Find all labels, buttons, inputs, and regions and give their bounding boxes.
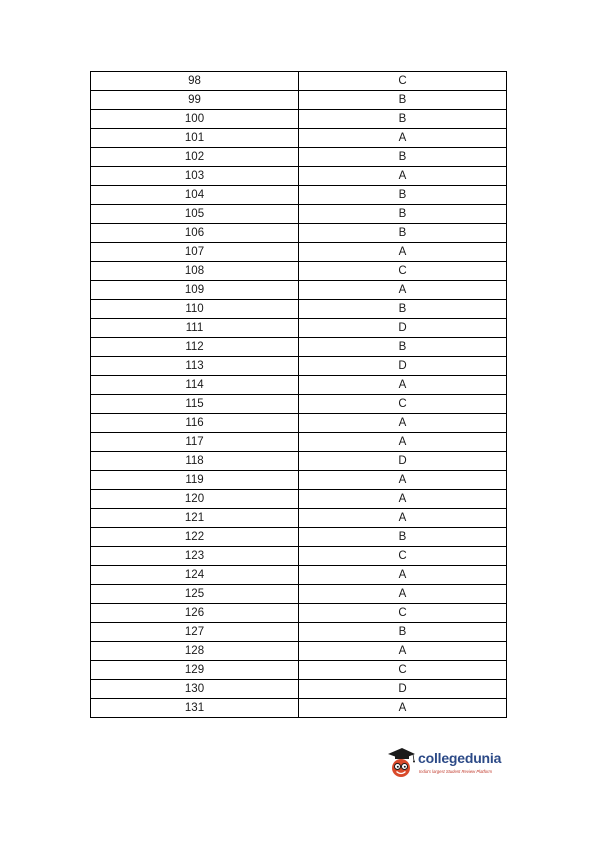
table-row xyxy=(91,376,507,395)
table-row xyxy=(91,224,507,243)
table-row xyxy=(91,167,507,186)
answer-cell: C xyxy=(299,395,507,414)
answer-cell: B xyxy=(299,528,507,547)
answer-key-rows xyxy=(91,72,507,718)
question-number-cell: 124 xyxy=(91,566,299,585)
table-row xyxy=(91,338,507,357)
question-number-cell: 98 xyxy=(91,72,299,91)
answer-cell: C xyxy=(299,72,507,91)
table-row xyxy=(91,72,507,91)
question-number-cell: 109 xyxy=(91,281,299,300)
question-number-cell: 104 xyxy=(91,186,299,205)
table-row xyxy=(91,262,507,281)
answer-cell: A xyxy=(299,414,507,433)
table-row xyxy=(91,110,507,129)
table-row xyxy=(91,509,507,528)
answer-cell: A xyxy=(299,433,507,452)
question-number-cell: 115 xyxy=(91,395,299,414)
answer-cell: B xyxy=(299,338,507,357)
table-row xyxy=(91,661,507,680)
answer-cell: B xyxy=(299,205,507,224)
question-number-cell: 117 xyxy=(91,433,299,452)
answer-cell: C xyxy=(299,604,507,623)
table-row xyxy=(91,604,507,623)
answer-cell: A xyxy=(299,376,507,395)
question-number-cell: 130 xyxy=(91,680,299,699)
collegedunia-logo xyxy=(385,745,515,781)
answer-cell: B xyxy=(299,148,507,167)
answer-cell: D xyxy=(299,357,507,376)
question-number-cell: 128 xyxy=(91,642,299,661)
answer-cell: A xyxy=(299,243,507,262)
table-row xyxy=(91,547,507,566)
answer-cell: A xyxy=(299,566,507,585)
table-row xyxy=(91,528,507,547)
table-row xyxy=(91,129,507,148)
answer-cell: A xyxy=(299,585,507,604)
question-number-cell: 107 xyxy=(91,243,299,262)
brand-tagline: India's largest Student Review Platform xyxy=(419,769,492,774)
table-row xyxy=(91,699,507,718)
answer-cell: B xyxy=(299,91,507,110)
table-row xyxy=(91,585,507,604)
graduate-mascot-icon xyxy=(385,745,417,781)
question-number-cell: 122 xyxy=(91,528,299,547)
answer-cell: D xyxy=(299,319,507,338)
table-row xyxy=(91,300,507,319)
table-row xyxy=(91,186,507,205)
question-number-cell: 101 xyxy=(91,129,299,148)
question-number-cell: 121 xyxy=(91,509,299,528)
answer-cell: B xyxy=(299,224,507,243)
brand-name: collegedunia xyxy=(418,750,502,766)
question-number-cell: 114 xyxy=(91,376,299,395)
table-row xyxy=(91,243,507,262)
question-number-cell: 103 xyxy=(91,167,299,186)
question-number-cell: 99 xyxy=(91,91,299,110)
answer-cell: D xyxy=(299,680,507,699)
question-number-cell: 126 xyxy=(91,604,299,623)
answer-cell: A xyxy=(299,471,507,490)
answer-cell: A xyxy=(299,699,507,718)
question-number-cell: 119 xyxy=(91,471,299,490)
question-number-cell: 105 xyxy=(91,205,299,224)
question-number-cell: 100 xyxy=(91,110,299,129)
question-number-cell: 110 xyxy=(91,300,299,319)
question-number-cell: 106 xyxy=(91,224,299,243)
table-row xyxy=(91,623,507,642)
table-row xyxy=(91,357,507,376)
table-row xyxy=(91,566,507,585)
table-row xyxy=(91,148,507,167)
answer-cell: B xyxy=(299,110,507,129)
question-number-cell: 108 xyxy=(91,262,299,281)
question-number-cell: 123 xyxy=(91,547,299,566)
question-number-cell: 111 xyxy=(91,319,299,338)
table-row xyxy=(91,452,507,471)
question-number-cell: 129 xyxy=(91,661,299,680)
answer-key-table xyxy=(90,71,507,718)
answer-cell: A xyxy=(299,490,507,509)
table-row xyxy=(91,414,507,433)
answer-cell: D xyxy=(299,452,507,471)
table-row xyxy=(91,471,507,490)
table-row xyxy=(91,680,507,699)
answer-cell: B xyxy=(299,186,507,205)
question-number-cell: 116 xyxy=(91,414,299,433)
answer-cell: C xyxy=(299,661,507,680)
answer-cell: A xyxy=(299,509,507,528)
table-row xyxy=(91,395,507,414)
question-number-cell: 131 xyxy=(91,699,299,718)
answer-cell: C xyxy=(299,547,507,566)
table-row xyxy=(91,319,507,338)
answer-cell: A xyxy=(299,167,507,186)
table-row xyxy=(91,490,507,509)
answer-cell: B xyxy=(299,300,507,319)
table-row xyxy=(91,205,507,224)
question-number-cell: 125 xyxy=(91,585,299,604)
table-row xyxy=(91,281,507,300)
table-row xyxy=(91,91,507,110)
table-row xyxy=(91,642,507,661)
question-number-cell: 113 xyxy=(91,357,299,376)
question-number-cell: 118 xyxy=(91,452,299,471)
answer-cell: A xyxy=(299,129,507,148)
question-number-cell: 120 xyxy=(91,490,299,509)
answer-cell: C xyxy=(299,262,507,281)
answer-cell: B xyxy=(299,623,507,642)
question-number-cell: 127 xyxy=(91,623,299,642)
question-number-cell: 102 xyxy=(91,148,299,167)
answer-cell: A xyxy=(299,642,507,661)
table-row xyxy=(91,433,507,452)
question-number-cell: 112 xyxy=(91,338,299,357)
answer-cell: A xyxy=(299,281,507,300)
